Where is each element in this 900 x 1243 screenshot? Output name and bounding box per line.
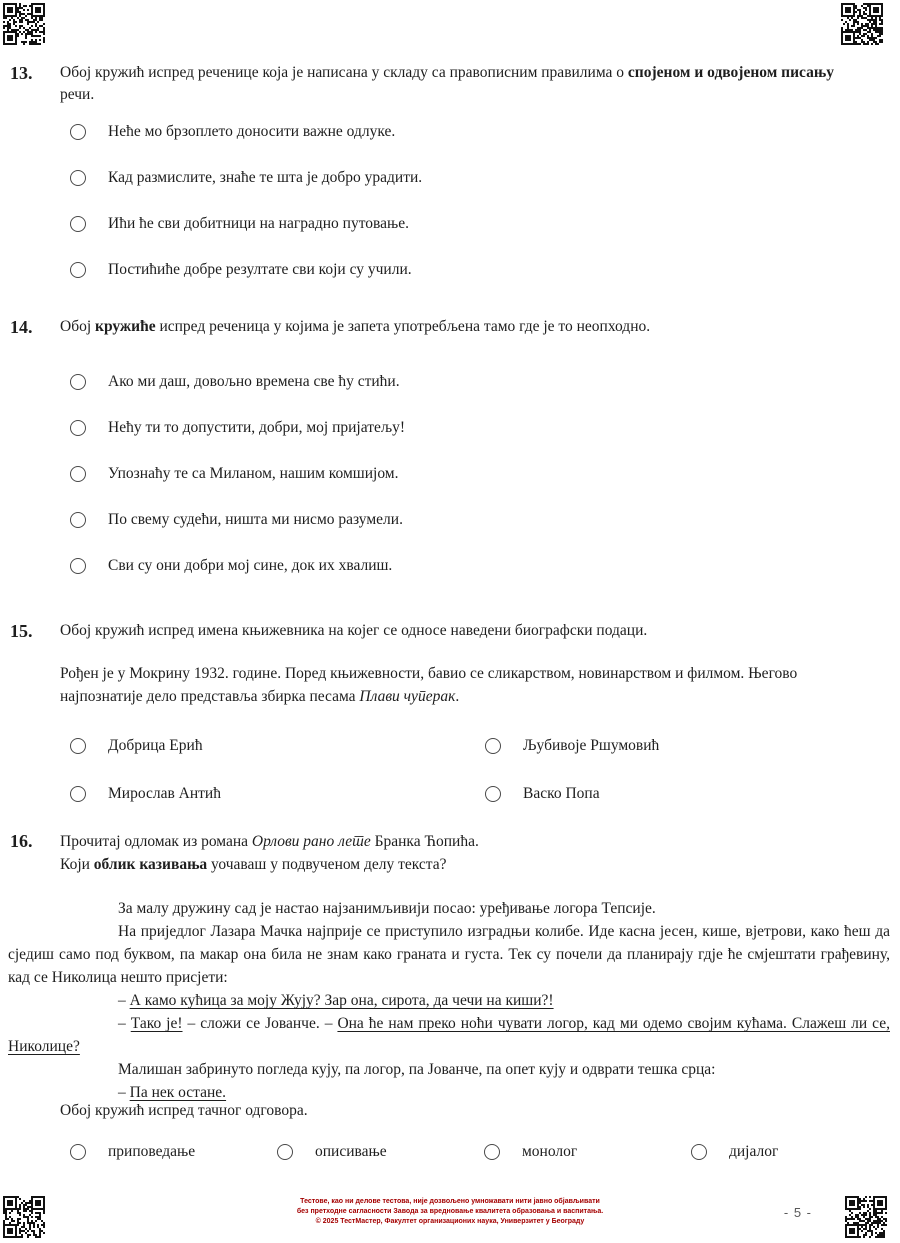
prompt-text: уочаваш у подвученом делу текста? [207, 856, 447, 873]
question-13-number: 13. [10, 63, 33, 83]
answer-radio[interactable] [70, 124, 86, 140]
footer-line: без претходне сагласности Завода за вредновање квалитета образовања и васпитања. [296, 1208, 604, 1215]
answer-radio[interactable] [485, 738, 501, 754]
question-14-prompt [60, 316, 856, 338]
reading-passage [8, 897, 890, 1104]
prompt-bold-text: спојеном и одвојеном писању [627, 64, 834, 81]
option-label: Сви су они добри мој сине, док их хвалиш. [108, 557, 393, 574]
option-label: Ићи ће сви добитници на наградно путовање. [108, 215, 409, 232]
question-14-options [60, 372, 856, 602]
prompt-bold-text: облик казивања [93, 856, 208, 873]
question-15-number: 15. [10, 621, 33, 641]
passage-paragraph [8, 897, 890, 920]
option-row [60, 510, 856, 556]
answer-radio[interactable] [277, 1144, 293, 1160]
novel-title-italic: Орлови рано лете [251, 833, 371, 850]
prompt-text: испред реченица у којима је запета употребљена тамо где је то неопходно. [155, 318, 651, 335]
underlined-text: Па нек остане. [129, 1084, 227, 1101]
option-row [60, 260, 856, 306]
question-16-options [60, 1142, 888, 1166]
passage-text: – [118, 992, 130, 1009]
passage-paragraph [8, 1058, 890, 1081]
question-16 [0, 830, 856, 876]
option-label: дијалог [729, 1143, 779, 1160]
answer-radio[interactable] [70, 374, 86, 390]
option-row [474, 1142, 681, 1166]
option-row [60, 214, 856, 260]
passage-text: – [118, 1015, 131, 1032]
answer-radio[interactable] [70, 466, 86, 482]
bio-text: . [455, 688, 460, 705]
option-label: Нећу ти то допустити, добри, мој пријатељу! [108, 419, 406, 436]
prompt-bold-text: кружиће [95, 318, 156, 335]
passage-paragraph [8, 920, 890, 989]
question-15-biography [60, 662, 856, 708]
answer-radio[interactable] [70, 512, 86, 528]
option-row [60, 736, 475, 784]
passage-text: На приједлог Лазара Мачка најприје се приступило изградњи колибе. Иде касна јесен, кише, вјетрови, како ћеш да сједиш само под буквом, па макар она била не знам како граната и густа. Тек су почели да планирају гдје ће смјештати грађевину, кад се Николица нешто присјети: [8, 923, 890, 986]
passage-paragraph [8, 989, 890, 1012]
underlined-text: Тако је! [130, 1015, 183, 1032]
option-label: Васко Попа [523, 785, 600, 802]
passage-paragraph [8, 1012, 890, 1058]
option-label: Љубивоје Ршумовић [523, 737, 660, 754]
question-15-options [60, 736, 856, 832]
option-row [60, 372, 856, 418]
underlined-text: Она ће нам преко ноћи чувати логор, кад ми одемо својим кућама. Слажеш ли се, Николице? [8, 1015, 890, 1055]
option-row [475, 736, 856, 784]
passage-text: Малишан забринуто погледа кују, па логор, па Јованче, па опет кују и одврати тешка срца: [118, 1061, 716, 1078]
answer-radio[interactable] [70, 420, 86, 436]
qr-code-top-left [3, 3, 45, 45]
answer-radio[interactable] [70, 558, 86, 574]
option-label: Мирослав Антић [108, 785, 221, 802]
question-16-prompt-line1 [60, 830, 856, 853]
footer-line: Тестове, као ни делове тестова, није дозвољено умножавати нити јавно објављивати [300, 1198, 600, 1205]
answer-radio[interactable] [70, 262, 86, 278]
question-16-number: 16. [10, 831, 33, 851]
question-14-number: 14. [10, 317, 33, 337]
answer-radio[interactable] [70, 216, 86, 232]
bio-italic-title: Плави чуперак [359, 688, 456, 705]
question-13-options [60, 122, 856, 306]
footer-line: © 2025 ТестМастер, Факултет организационих наука, Универзитет у Београду [315, 1218, 585, 1225]
question-13 [0, 62, 856, 306]
option-label: приповедање [108, 1143, 196, 1160]
option-row [60, 418, 856, 464]
option-label: Ако ми даш, довољно времена све ћу стићи. [108, 373, 400, 390]
option-label: Постићиће добре резултате сви који су учили. [108, 261, 412, 278]
passage-text: – [118, 1084, 130, 1101]
option-row [60, 464, 856, 510]
option-row [60, 1142, 267, 1166]
underlined-text: А камо кућица за моју Жују? Зар она, сирота, да чечи на киши?! [129, 992, 554, 1009]
question-16-prompt-line2 [60, 853, 856, 876]
answer-radio[interactable] [691, 1144, 707, 1160]
qr-code-top-right [841, 3, 883, 45]
prompt-text: Који [60, 856, 94, 873]
option-label: Неће мо брзоплето доносити важне одлуке. [108, 123, 396, 140]
question-16-answer-prompt: Обој кружић испред тачног одговора. [60, 1102, 308, 1119]
option-label: Кад размислите, знаће те шта је добро урадити. [108, 169, 423, 186]
answer-radio[interactable] [484, 1144, 500, 1160]
option-label: монолог [522, 1143, 578, 1160]
option-row [681, 1142, 888, 1166]
prompt-text: Прочитај одломак из романа [60, 833, 252, 850]
option-row [60, 122, 856, 168]
question-14 [0, 316, 856, 602]
passage-text: За малу дружину сад је настао најзанимљивији посао: уређивање логора Тепсије. [118, 900, 656, 917]
question-15 [0, 620, 856, 832]
prompt-text: Бранка Ћопића. [370, 833, 479, 850]
page-number: - 5 - [783, 1205, 812, 1220]
option-row [475, 784, 856, 832]
passage-text: – сложи се Јованче. – [182, 1015, 338, 1032]
bio-text: Рођен је у Мокрину 1932. године. Поред књижевности, бавио се сликарством, новинарством и филмом. Његово најпознатије дело представља збирка песама [60, 665, 798, 705]
answer-radio[interactable] [485, 786, 501, 802]
option-row [60, 168, 856, 214]
option-label: описивање [315, 1143, 387, 1160]
prompt-text: речи. [60, 86, 95, 103]
option-row [60, 784, 475, 832]
answer-radio[interactable] [70, 170, 86, 186]
answer-radio[interactable] [70, 738, 86, 754]
prompt-text: Обој [60, 318, 96, 335]
option-label: Добрица Ерић [108, 737, 203, 754]
option-label: Упознаћу те са Миланом, нашим комшијом. [108, 465, 399, 482]
answer-radio[interactable] [70, 786, 86, 802]
option-label: По свему судећи, ништа ми нисмо разумели. [108, 511, 403, 528]
question-13-prompt [60, 62, 856, 106]
prompt-text: Обој кружић испред реченице која је написана у складу са правописним правилима о [60, 64, 628, 81]
question-15-prompt: Обој кружић испред имена књижевника на којег се односе наведени биографски подаци. [60, 622, 648, 639]
answer-radio[interactable] [70, 1144, 86, 1160]
option-row [267, 1142, 474, 1166]
option-row [60, 556, 856, 602]
footer-disclaimer [0, 1197, 900, 1227]
